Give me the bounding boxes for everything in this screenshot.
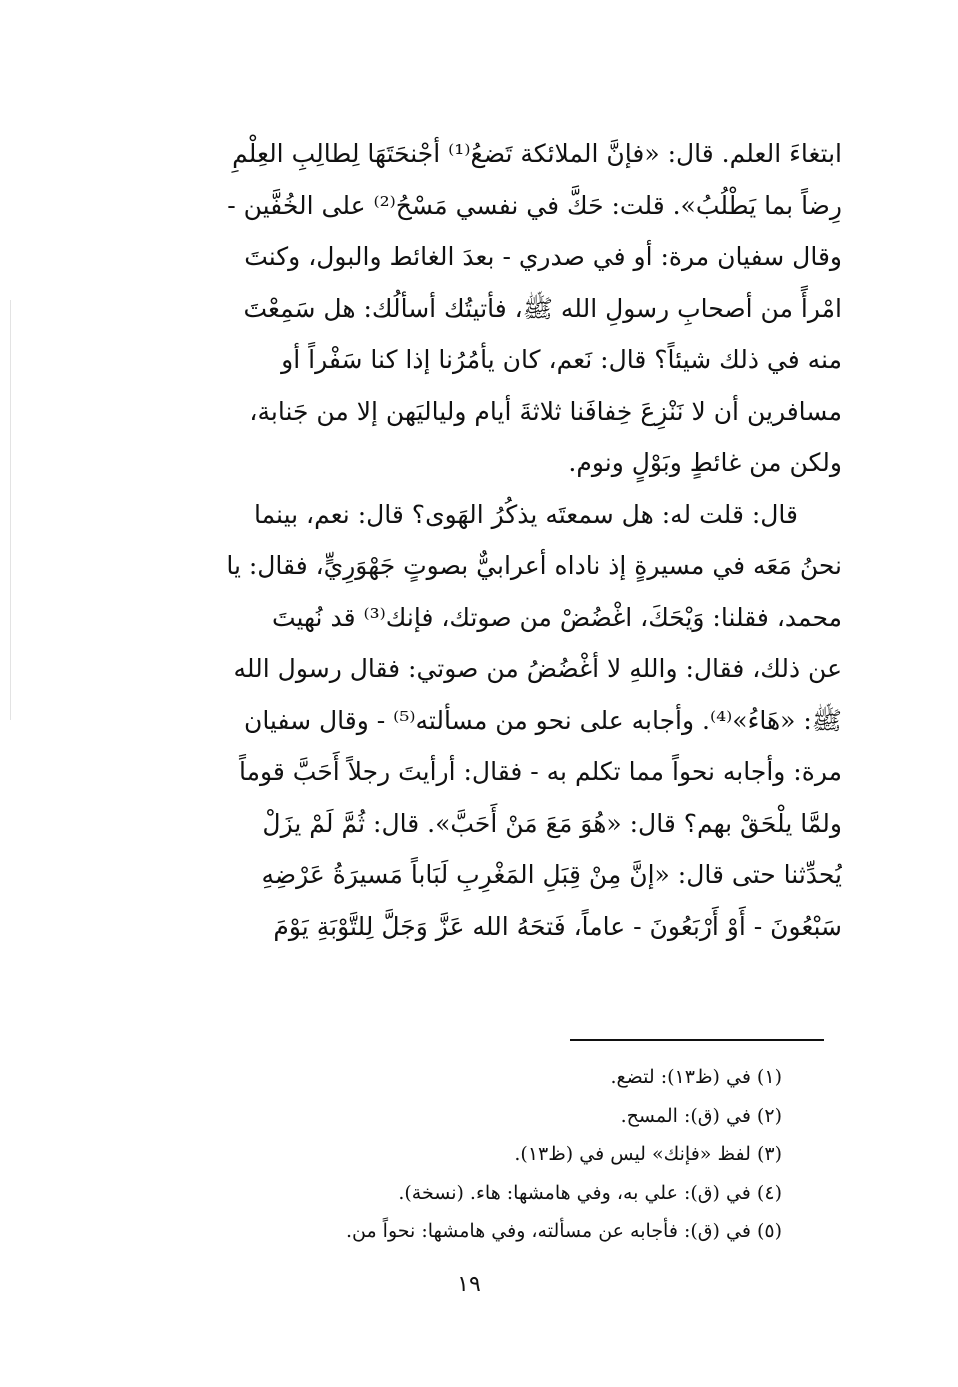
text-line: نحنُ مَعَه في مسيرةٍ إذ ناداه أعرابيٌّ بصوتٍ جَهْوَرِيٍّ، فقال: يا xyxy=(226,551,842,580)
footnote: (٢) في (ق): المسح. xyxy=(620,1104,782,1127)
text-line: رِضاً بما يَطْلُبُ». قلت: حَكَّ في نفسي مَسْحُ⁽²⁾ على الخُفَّين - xyxy=(227,190,842,220)
text-line: ابتغاءَ العلم. قال: «فإنَّ الملائكة تَضعُ⁽¹⁾ أجْنحَتَهَا لِطالِبِ العِلْمِ xyxy=(232,139,842,168)
footnote: (٣) لفظ «فإنك» ليس في (ظ١٣). xyxy=(514,1143,782,1165)
page-number: ١٩ xyxy=(457,1272,481,1297)
footnote: (١) في (ظ١٣): لتضع. xyxy=(610,1066,782,1088)
text-line: ولمَّا يلْحَقْ بهم؟ قال: «هُوَ مَعَ مَنْ أَحَبَّ». قال: ثُمَّ لَمْ يزَلْ xyxy=(262,808,842,838)
footnotes-block xyxy=(222,1058,782,1251)
scan-edge-line xyxy=(10,300,11,720)
footnote: (٥) في (ق): فأجابه عن مسألته، وفي هامشها: نحواً من. xyxy=(345,1220,782,1242)
text-line: مسافرين أن لا نَنْزِعَ خِفافَنا ثلاثةَ أيام ولياليَهن إلا من جَنابة، xyxy=(249,396,842,426)
text-line: ولكن من غائطٍ وبَوْلٍ ونوم. xyxy=(568,448,842,477)
footnote: (٤) في (ق): علي به، وفي هامشها: هاء. (نسخة). xyxy=(398,1181,782,1204)
text-line: ﷺ: «هَاءُ»⁽⁴⁾. وأجابه على نحو من مسألته⁽⁵⁾ - وقال سفيان xyxy=(243,705,842,735)
text-line: مرة: وأجابه نحواً مما تكلم به - فقال: أرأيتَ رجلاً أَحَبَّ قوماً xyxy=(238,757,842,786)
text-line: منه في ذلك شيئاً؟ قال: نَعم، كان يأمُرُنا إذا كنا سَفْراً أو xyxy=(281,345,842,374)
footnote-divider xyxy=(570,1039,824,1041)
paragraph-start-line: قال: قلت له: هل سمعتَه يذكُرُ الهَوى؟ قال: نعم، بينما xyxy=(253,499,798,529)
text-line: وقال سفيان مرة: أو في صدري - بعدَ الغائط والبول، وكنتَ xyxy=(244,242,842,271)
text-line: امْرأً من أصحابِ رسولِ الله ﷺ، فأتيتُك أسألُك: هل سَمِعْتَ xyxy=(243,293,842,323)
text-line: عن ذلك، فقال: واللهِ لا أغْضُضُ من صوتي: فقال رسول الله xyxy=(233,654,842,683)
text-line: محمد، فقلنا: وَيْحَكَ، اغْضُضْ من صوتك، فإنك⁽³⁾ قد نُهيتَ xyxy=(271,602,842,632)
main-text-block xyxy=(130,128,842,952)
text-line: سَبْعُونَ - أَوْ أَرْبَعُونَ - عاماً، فَتحَهُ الله عَزَّ وَجَلَّ لِلتَّوْبَةِ يَوْمَ xyxy=(273,911,842,941)
text-line: يُحدِّثنا حتى قال: «إنَّ مِنْ قِبَلِ المَغْرِبِ لَبَاباً مَسيرَةُ عَرْضِهِ xyxy=(261,860,842,889)
